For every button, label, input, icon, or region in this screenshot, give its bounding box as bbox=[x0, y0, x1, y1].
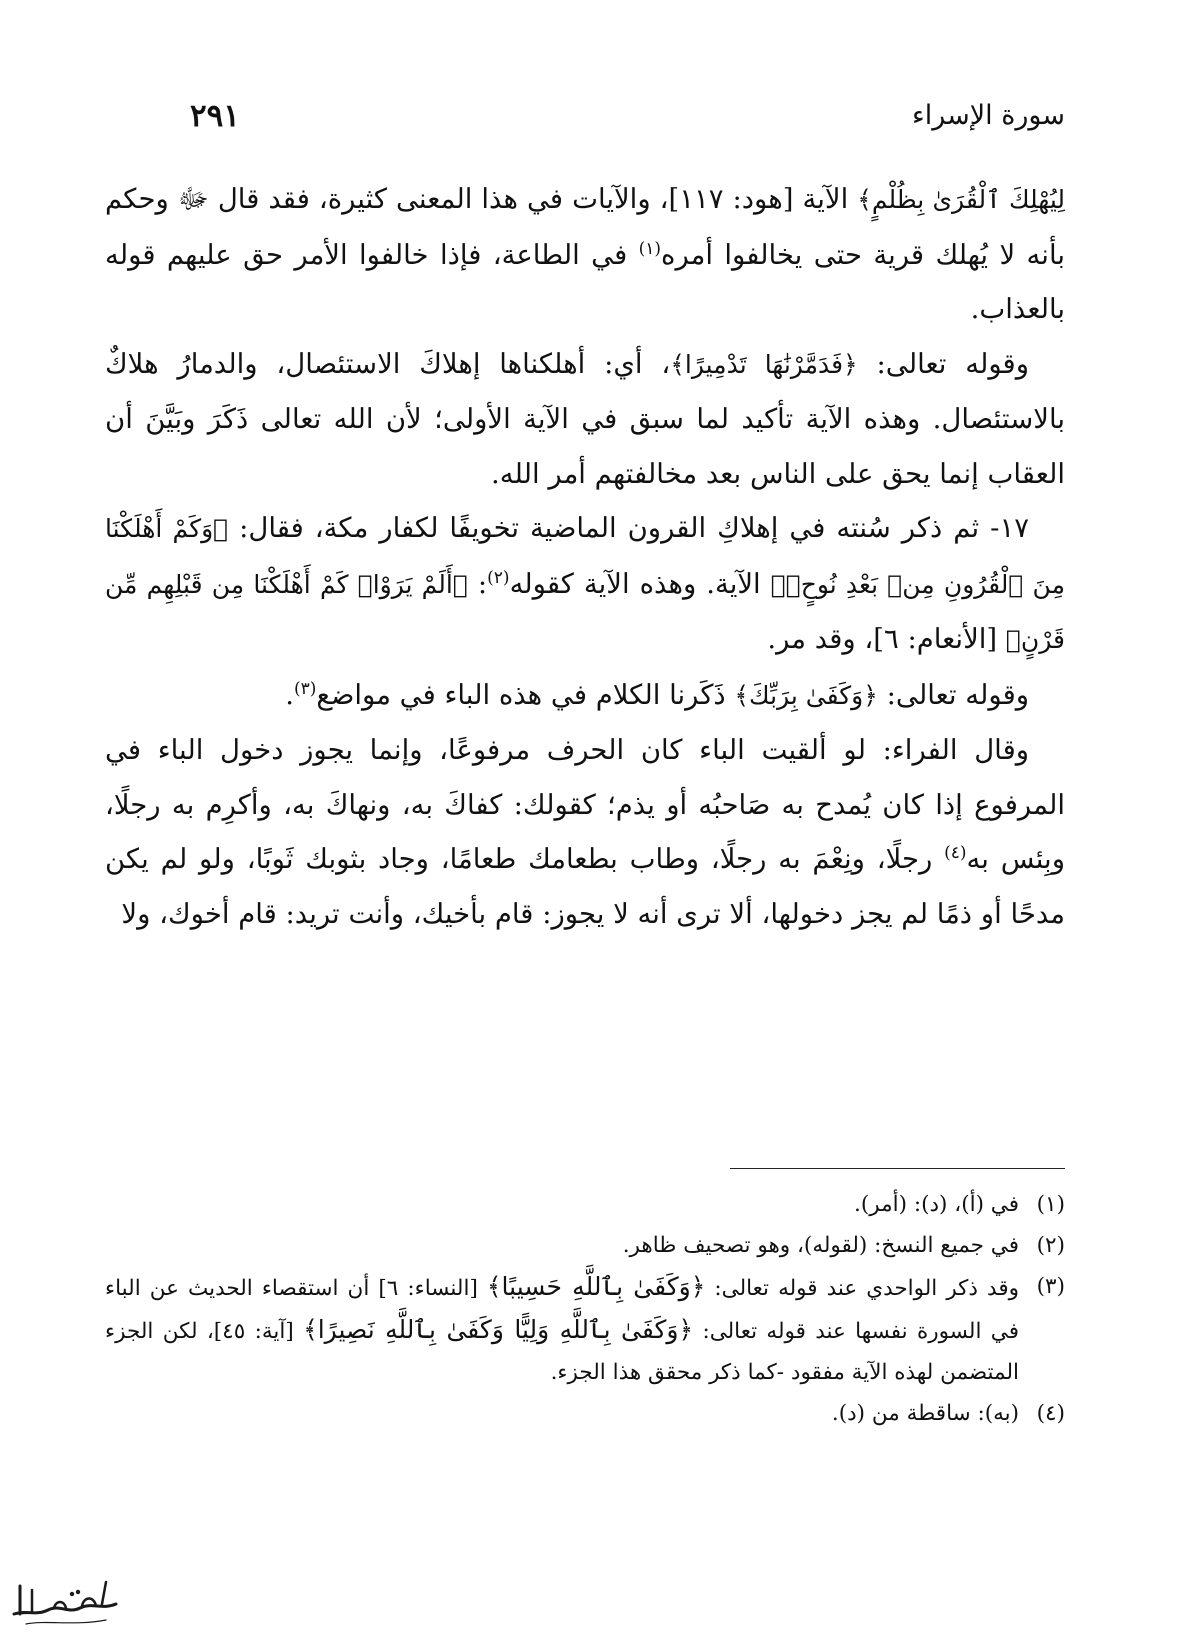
text-span: . bbox=[285, 678, 294, 711]
footnote-ref-1[interactable]: (١) bbox=[638, 238, 662, 259]
text-span: ، أي: أهلكناها إهلاكَ الاستئصال، والدمارُ هلاكٌ بالاستئصال. وهذه الآية تأكيد لما سبق في الآية الأولى؛ لأن الله تعالى ذَكَرَ وبَيَّنَ أن العقاب إنما يحق على الناس بعد مخالفتهم أمر الله. bbox=[105, 347, 1065, 490]
quran-quote: ﴿وَكَفَىٰ بِٱللَّهِ حَسِيبًا﴾ bbox=[486, 1272, 706, 1301]
footnote-2 bbox=[105, 1225, 1065, 1266]
surah-title: سورة الإسراء bbox=[912, 100, 1065, 131]
footnotes bbox=[105, 1184, 1065, 1434]
footnote-text: (به): ساقطة من (د). bbox=[831, 1401, 1019, 1426]
paragraph-5 bbox=[105, 723, 1065, 941]
text-span: وقوله تعالى: bbox=[877, 678, 1029, 711]
main-text bbox=[105, 172, 1065, 941]
text-span: الآية. وهذه الآية كقوله bbox=[509, 567, 771, 600]
footnote-3 bbox=[105, 1266, 1065, 1393]
text-span: : bbox=[467, 567, 488, 600]
footnote-text: في (أ)، (د): (أمر). bbox=[854, 1192, 1019, 1217]
footnote-text bbox=[105, 1266, 1019, 1393]
footnote-number: (٤) bbox=[1036, 1401, 1065, 1426]
text-span: وقال الفراء: لو ألقيت الباء كان الحرف مرفوعًا، وإنما يجوز دخول الباء في المرفوع إذا كان يُمدح به صَاحبُه أو يذم؛ كقولك: كفاكَ به، ونهاكَ به، وأكرِم به رجلًا، وبِئس به bbox=[105, 734, 1065, 875]
footnote-text: في جميع النسخ: (لقوله)، وهو تصحيف ظاهر. bbox=[622, 1233, 1019, 1258]
footnote-ref-3[interactable]: (٣) bbox=[293, 678, 317, 699]
quran-quote: ﴿أَلَمْ يَرَوْا۟ كَمْ أَهْلَكْنَا مِن قَبْلِهِم مِّن قَرْنٍ﴾ bbox=[105, 569, 1065, 654]
paragraph-2 bbox=[105, 337, 1065, 502]
publisher-logo-icon bbox=[6, 1570, 124, 1632]
quran-quote: ﴿وَكَمْ أَهْلَكْنَا مِنَ ٱلْقُرُونِ مِنۢ بَعْدِ نُوحٍۗ﴾ bbox=[105, 514, 1065, 599]
footnote-4 bbox=[105, 1393, 1065, 1434]
text-span: [الأنعام: ٦]، وقد مر. bbox=[767, 623, 1006, 655]
text-span: ١٧- ثم ذكر سُنته في إهلاكِ القرون الماضية تخويفًا لكفار مكة، فقال: bbox=[228, 512, 1029, 544]
text-span: ذَكَرنا الكلام في هذه الباء في مواضع bbox=[316, 678, 735, 711]
quran-quote: لِيُهْلِكَ ٱلْقُرَىٰ بِظُلْمٍ﴾ bbox=[857, 185, 1065, 214]
footnote-number: (١) bbox=[1036, 1192, 1065, 1217]
footnote-separator bbox=[730, 1168, 1065, 1169]
text-span: الآية [هود: ١١٧]، والآيات في هذا المعنى كثيرة، فقد قال ﷻ وحكم بأنه لا يُهلك قرية حتى يخالفوا أمره bbox=[105, 183, 1065, 271]
paragraph-3 bbox=[105, 501, 1065, 668]
text-span: رجلًا، ونِعْمَ به رجلًا، وطاب بطعامك طعامًا، وجاد بثوبك ثَوبًا، ولو لم يكن مدحًا أو ذمًا لم يجز دخولها، ألا ترى أنه لا يجوز: قام بأخيك، وأنت تريد: قام أخوك، ولا bbox=[105, 843, 1065, 930]
text-span: [آية: ٤٥]، لكن الجزء المتضمن لهذه الآية مفقود -كما ذكر محقق هذا الجزء. bbox=[105, 1319, 1019, 1385]
paragraph-4 bbox=[105, 668, 1065, 724]
quran-quote: ﴿وَكَفَىٰ بِرَبِّكَ﴾ bbox=[734, 680, 878, 710]
quran-quote: ﴿فَدَمَّرْنَٰهَا تَدْمِيرًا﴾ bbox=[670, 349, 858, 379]
footnote-number: (٢) bbox=[1036, 1233, 1065, 1258]
footnote-1 bbox=[105, 1184, 1065, 1225]
page-number: ٢٩١ bbox=[190, 98, 240, 134]
text-span: في الطاعة، فإذا خالفوا الأمر حق عليهم قوله بالعذاب. bbox=[105, 238, 1065, 325]
footnote-ref-2[interactable]: (٢) bbox=[487, 567, 510, 588]
footnote-ref-4[interactable]: (٤) bbox=[944, 842, 967, 863]
text-span: وقوله تعالى: bbox=[857, 347, 1029, 380]
footnote-number: (٣) bbox=[1036, 1274, 1065, 1299]
quran-quote: ﴿وَكَفَىٰ بِٱللَّهِ وَلِيًّا وَكَفَىٰ بِٱللَّهِ نَصِيرًا﴾ bbox=[303, 1315, 694, 1344]
text-span: وقد ذكر الواحدي عند قوله تعالى: bbox=[705, 1276, 1019, 1301]
paragraph-1 bbox=[105, 172, 1065, 337]
running-header bbox=[880, 100, 1065, 150]
text-span: [النساء: ٦] أن استقصاء الحديث عن الباء في السورة نفسها عند قوله تعالى: bbox=[105, 1276, 1019, 1344]
